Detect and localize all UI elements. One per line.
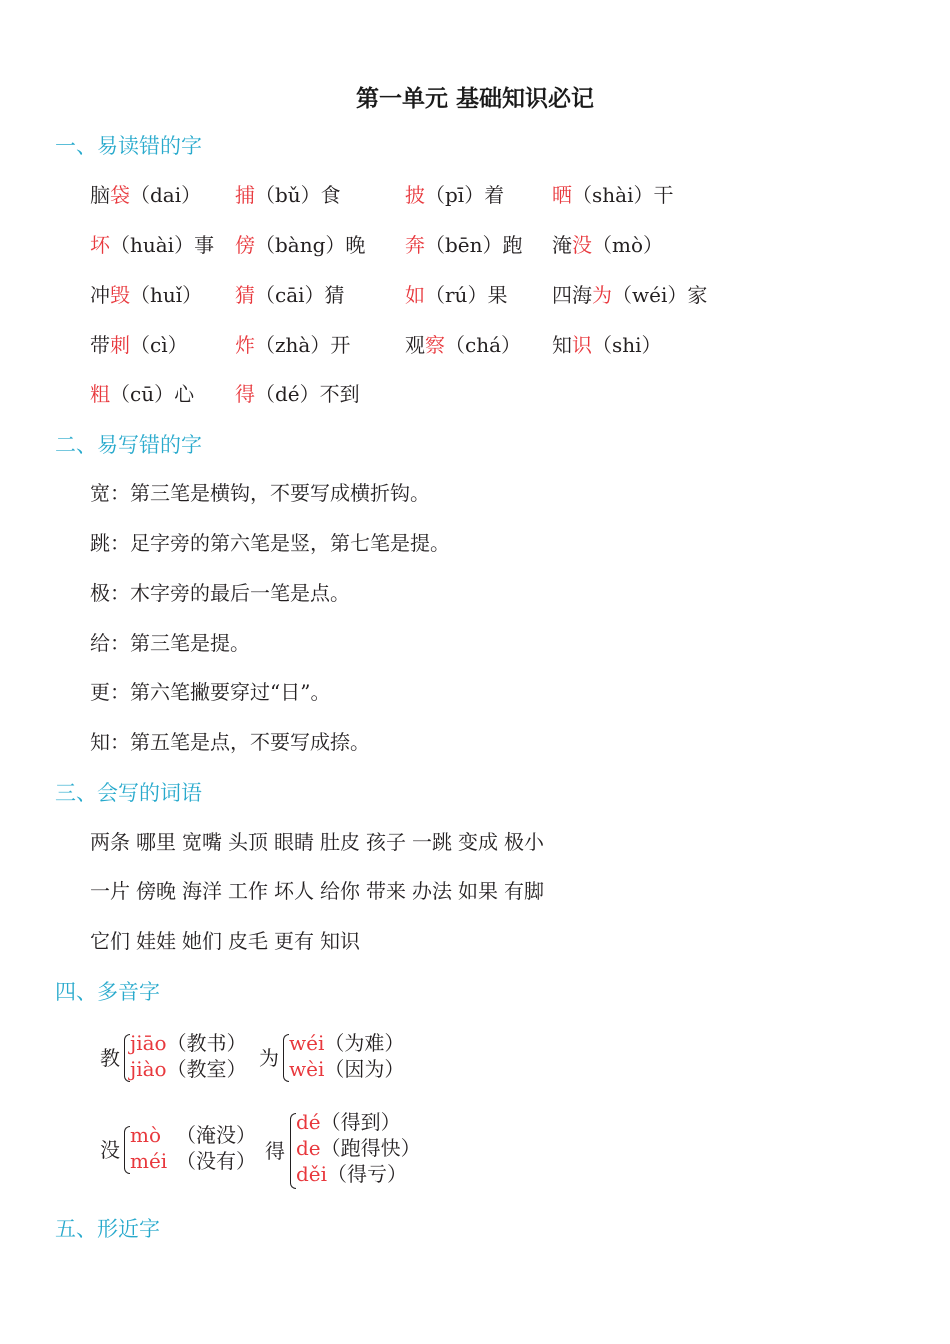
polyphone-reading: méi （没有） <box>130 1149 256 1173</box>
polyphone-char: 为 <box>259 1046 279 1070</box>
miswrite-item: 极：木字旁的最后一笔是点。 <box>90 581 350 605</box>
miswrite-item: 更：第六笔撇要穿过“日”。 <box>90 680 331 704</box>
word: 一跳 <box>412 830 452 854</box>
word: 如果 <box>458 879 498 903</box>
word-row <box>90 927 366 955</box>
word: 更有 <box>274 929 314 953</box>
word: 两条 <box>90 830 130 854</box>
misread-item: 带刺（cì） <box>90 333 188 357</box>
word: 皮毛 <box>228 929 268 953</box>
polyphone-reading: děi（得亏） <box>296 1162 408 1186</box>
misread-item: 奔（bēn）跑 <box>405 233 523 257</box>
section-heading-miswrite: 二、易写错的字 <box>55 433 202 457</box>
section-heading-words: 三、会写的词语 <box>55 781 202 805</box>
polyphone-group <box>100 1122 260 1178</box>
misread-item: 捕（bǔ）食 <box>235 183 341 207</box>
polyphone-reading: jiào（教室） <box>130 1057 247 1081</box>
polyphone-char: 没 <box>100 1138 120 1162</box>
word: 娃娃 <box>136 929 176 953</box>
misread-item: 四海为（wéi）家 <box>552 283 708 307</box>
miswrite-item: 跳：足字旁的第六笔是竖，第七笔是提。 <box>90 531 450 555</box>
word: 办法 <box>412 879 452 903</box>
misread-item: 傍（bàng）晚 <box>235 233 366 257</box>
polyphone-reading: de（跑得快） <box>296 1136 421 1160</box>
word: 头顶 <box>228 830 268 854</box>
polyphone-char: 得 <box>265 1139 285 1163</box>
misread-item: 脑袋（dai） <box>90 183 202 207</box>
polyphone-reading: wèi（因为） <box>289 1057 405 1081</box>
word: 她们 <box>182 929 222 953</box>
misread-item: 披（pī）着 <box>405 183 505 207</box>
word: 知识 <box>320 929 360 953</box>
word: 傍晚 <box>136 879 176 903</box>
word: 海洋 <box>182 879 222 903</box>
word: 一片 <box>90 879 130 903</box>
word: 带来 <box>366 879 406 903</box>
word: 肚皮 <box>320 830 360 854</box>
word: 有脚 <box>504 879 544 903</box>
polyphone-reading: mò （淹没） <box>130 1123 256 1147</box>
word: 宽嘴 <box>182 830 222 854</box>
word: 哪里 <box>136 830 176 854</box>
misread-item: 如（rú）果 <box>405 283 508 307</box>
miswrite-item: 给：第三笔是提。 <box>90 631 250 655</box>
miswrite-item: 宽：第三笔是横钩，不要写成横折钩。 <box>90 481 430 505</box>
word: 它们 <box>90 929 130 953</box>
polyphone-reading: dé（得到） <box>296 1110 401 1134</box>
polyphone-group <box>259 1030 419 1086</box>
word-row <box>90 828 550 856</box>
word: 极小 <box>504 830 544 854</box>
polyphone-reading: jiāo（教书） <box>130 1031 247 1055</box>
word: 变成 <box>458 830 498 854</box>
word: 坏人 <box>274 879 314 903</box>
misread-item: 晒（shài）干 <box>552 183 674 207</box>
page-title: 第一单元 基础知识必记 <box>355 85 594 112</box>
misread-item: 猜（cāi）猜 <box>235 283 345 307</box>
section-heading-similar-chars: 五、形近字 <box>55 1217 160 1241</box>
word: 孩子 <box>366 830 406 854</box>
misread-item: 炸（zhà）开 <box>235 333 351 357</box>
misread-item: 观察（chá） <box>405 333 522 357</box>
misread-item: 得（dé）不到 <box>235 382 360 406</box>
misread-item: 知识（shi） <box>552 333 662 357</box>
misread-item: 粗（cū）心 <box>90 382 195 406</box>
polyphone-group <box>100 1030 260 1086</box>
word: 给你 <box>320 879 360 903</box>
polyphone-char: 教 <box>100 1046 120 1070</box>
section-heading-misread: 一、易读错的字 <box>55 134 202 158</box>
polyphone-group <box>265 1109 465 1193</box>
section-heading-polyphones: 四、多音字 <box>55 980 160 1004</box>
word: 工作 <box>228 879 268 903</box>
misread-item: 冲毁（huǐ） <box>90 283 203 307</box>
miswrite-item: 知：第五笔是点，不要写成捺。 <box>90 730 370 754</box>
word-row <box>90 877 550 905</box>
misread-item: 淹没（mò） <box>552 233 664 257</box>
polyphone-reading: wéi（为难） <box>289 1031 405 1055</box>
misread-item: 坏（huài）事 <box>90 233 215 257</box>
word: 眼睛 <box>274 830 314 854</box>
